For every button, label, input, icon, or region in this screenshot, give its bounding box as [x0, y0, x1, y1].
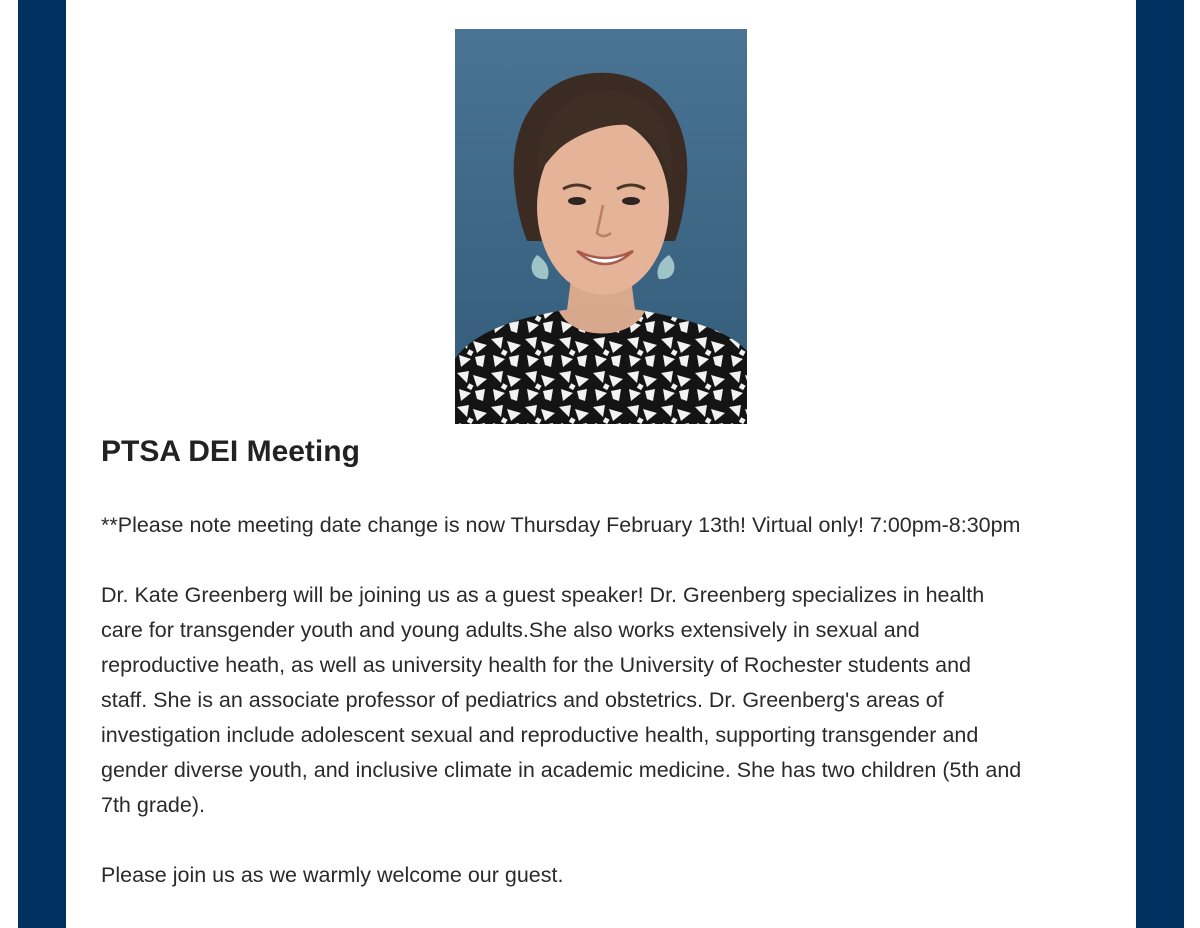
closing-message: Please join us as we warmly welcome our guest.: [101, 863, 564, 887]
speaker-portrait-icon: [455, 29, 747, 424]
date-change-notice: **Please note meeting date change is now Thursday February 13th! Virtual only! 7:00pm-8:30pm: [101, 513, 1021, 537]
bio-line: investigation include adolescent sexual and reproductive health, supporting transgender and: [101, 723, 979, 747]
left-frame-band: [18, 0, 66, 928]
bio-line: Dr. Kate Greenberg will be joining us as a guest speaker! Dr. Greenberg specializes in health: [101, 583, 985, 607]
bio-line: gender diverse youth, and inclusive climate in academic medicine. She has two children (5th and: [101, 758, 1022, 782]
right-frame-band: [1136, 0, 1184, 928]
speaker-photo: [455, 29, 747, 424]
bio-line: staff. She is an associate professor of pediatrics and obstetrics. Dr. Greenberg's areas of: [101, 688, 944, 712]
bio-line: care for transgender youth and young adults.She also works extensively in sexual and: [101, 618, 920, 642]
speaker-bio: [101, 578, 1101, 823]
newsletter-card: [66, 0, 1136, 928]
bio-line: 7th grade).: [101, 793, 205, 817]
event-title: PTSA DEI Meeting: [101, 435, 360, 468]
bio-line: reproductive heath, as well as university health for the University of Rochester students and: [101, 653, 972, 677]
